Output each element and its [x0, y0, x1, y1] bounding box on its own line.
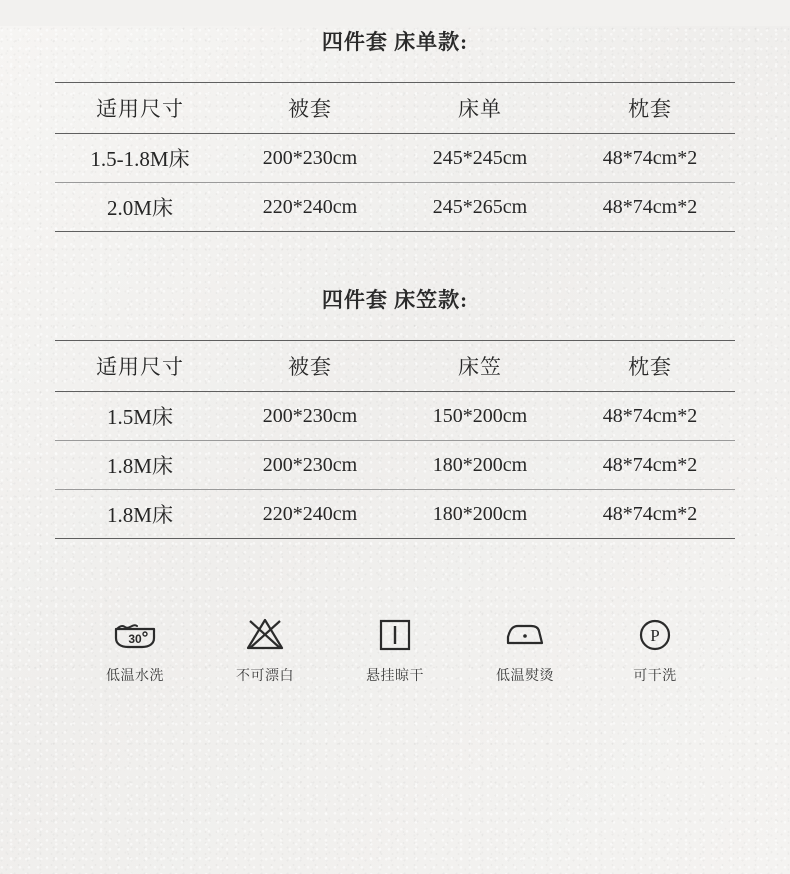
iron-low-temp-icon — [502, 611, 548, 657]
column-header-size: 适用尺寸 — [55, 83, 225, 134]
cell-pillowcase: 48*74cm*2 — [565, 441, 735, 490]
column-header-size: 适用尺寸 — [55, 341, 225, 392]
svg-text:30: 30 — [128, 632, 142, 646]
table-row — [55, 441, 735, 490]
care-label: 悬挂晾干 — [366, 667, 424, 683]
cell-duvet-cover: 220*240cm — [225, 490, 395, 539]
cell-fitted-sheet: 180*200cm — [395, 441, 565, 490]
cell-duvet-cover: 220*240cm — [225, 183, 395, 232]
section-title-fitted-sheet-set: 四件套 床笠款: — [321, 288, 469, 312]
no-bleach-triangle-icon — [243, 611, 287, 657]
table-row — [55, 134, 735, 183]
care-item-line-dry — [349, 611, 441, 685]
column-header-pillowcase: 枕套 — [565, 341, 735, 392]
page-content — [0, 26, 790, 685]
column-header-duvet-cover: 被套 — [225, 83, 395, 134]
section-title-bedsheet-set: 四件套 床单款: — [321, 30, 469, 54]
svg-text:P: P — [650, 626, 660, 645]
table-header-row — [55, 83, 735, 134]
table-row — [55, 392, 735, 441]
cell-duvet-cover: 200*230cm — [225, 392, 395, 441]
table-row — [55, 183, 735, 232]
column-header-fitted-sheet: 床笠 — [395, 341, 565, 392]
spec-table-fitted-sheet-set — [55, 340, 735, 539]
cell-pillowcase: 48*74cm*2 — [565, 183, 735, 232]
cell-bedsheet: 245*265cm — [395, 183, 565, 232]
table-header-row — [55, 341, 735, 392]
line-dry-hang-icon — [375, 611, 415, 657]
dry-clean-p-icon — [635, 611, 675, 657]
cell-size: 1.8M床 — [55, 490, 225, 539]
cell-pillowcase: 48*74cm*2 — [565, 490, 735, 539]
column-header-bedsheet: 床单 — [395, 83, 565, 134]
column-header-duvet-cover: 被套 — [225, 341, 395, 392]
care-item-wash — [89, 611, 181, 685]
cell-size: 1.8M床 — [55, 441, 225, 490]
care-item-iron — [479, 611, 571, 685]
cell-fitted-sheet: 180*200cm — [395, 490, 565, 539]
care-instructions-row — [0, 611, 790, 685]
cell-size: 1.5M床 — [55, 392, 225, 441]
care-item-no-bleach — [219, 611, 311, 685]
table-row — [55, 490, 735, 539]
cell-bedsheet: 245*245cm — [395, 134, 565, 183]
care-label: 可干洗 — [633, 667, 677, 683]
wash-tub-30-icon — [112, 611, 158, 657]
cell-pillowcase: 48*74cm*2 — [565, 134, 735, 183]
spec-table-bedsheet-set — [55, 82, 735, 232]
cell-duvet-cover: 200*230cm — [225, 134, 395, 183]
care-label: 低温水洗 — [106, 667, 164, 683]
column-header-pillowcase: 枕套 — [565, 83, 735, 134]
cell-size: 1.5-1.8M床 — [55, 134, 225, 183]
care-item-dry-clean — [609, 611, 701, 685]
cell-duvet-cover: 200*230cm — [225, 441, 395, 490]
cell-pillowcase: 48*74cm*2 — [565, 392, 735, 441]
cell-fitted-sheet: 150*200cm — [395, 392, 565, 441]
care-label: 低温熨烫 — [496, 667, 554, 683]
cell-size: 2.0M床 — [55, 183, 225, 232]
care-label: 不可漂白 — [236, 667, 294, 683]
